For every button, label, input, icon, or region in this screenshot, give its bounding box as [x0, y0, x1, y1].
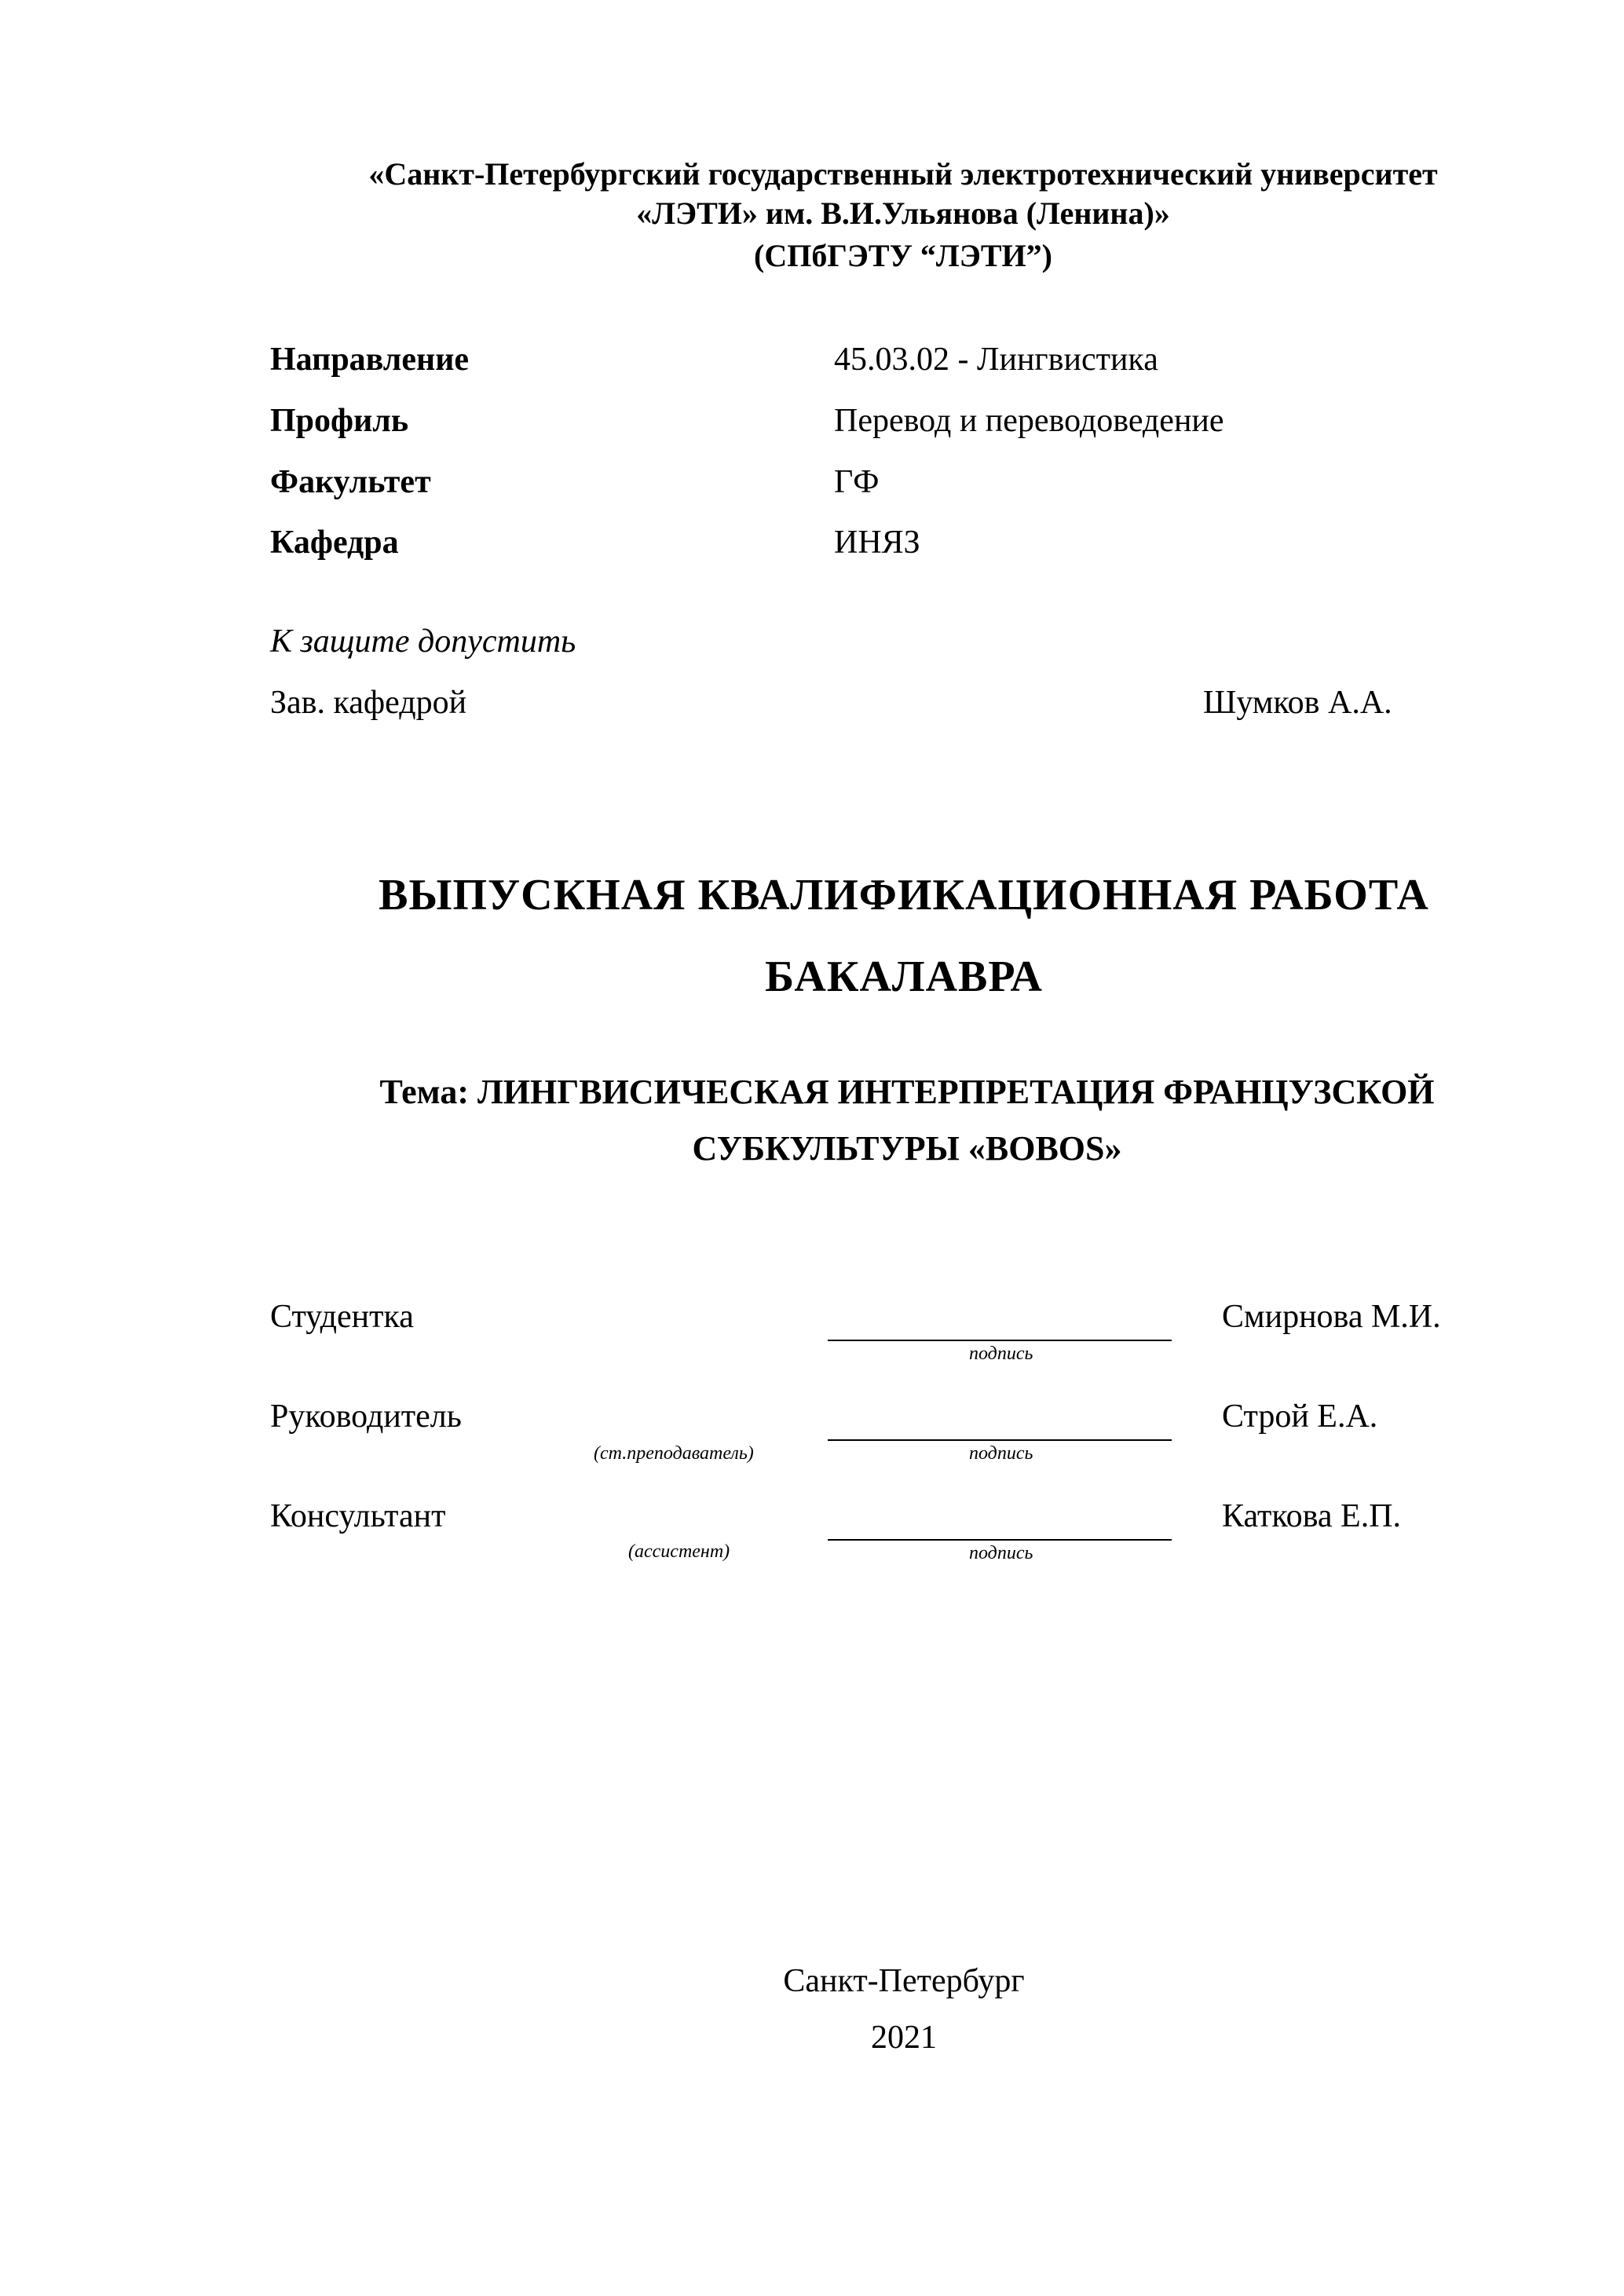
- info-value-profile: Перевод и переводоведение: [834, 403, 1224, 439]
- university-name-line-2: «ЛЭТИ» им. В.И.Ульянова (Ленина)»: [636, 196, 1170, 231]
- signature-caption-consultant: подпись: [969, 1543, 1033, 1563]
- thesis-title-line-1: ВЫПУСКНАЯ КВАЛИФИКАЦИОННАЯ РАБОТА: [379, 871, 1429, 919]
- approval-name: Шумков А.А.: [1203, 685, 1392, 721]
- thesis-topic-line-1: Тема: ЛИНГВИСИЧЕСКАЯ ИНТЕРПРЕТАЦИЯ ФРАНЦУЗСКОЙ: [379, 1073, 1435, 1111]
- footer-year: 2021: [871, 2020, 937, 2056]
- signature-line-consultant: [828, 1539, 1172, 1541]
- university-name-line-1: «Санкт-Петербургский государственный электротехнический университет: [368, 156, 1438, 192]
- signature-caption-supervisor: подпись: [969, 1443, 1033, 1464]
- signature-role-consultant: Консультант: [270, 1498, 446, 1534]
- signature-role-supervisor: Руководитель: [270, 1398, 462, 1435]
- signature-position-supervisor: (ст.преподаватель): [594, 1443, 754, 1464]
- signature-caption-student: подпись: [969, 1344, 1033, 1364]
- info-label-profile: Профиль: [270, 403, 409, 439]
- signature-role-student: Студентка: [270, 1299, 414, 1335]
- signature-position-consultant: (ассистент): [628, 1541, 730, 1562]
- thesis-topic-line-2: СУБКУЛЬТУРЫ «BOBOS»: [692, 1129, 1122, 1168]
- info-label-direction: Направление: [270, 342, 470, 378]
- info-value-faculty: ГФ: [834, 464, 880, 500]
- thesis-title-line-2: БАКАЛАВРА: [765, 952, 1043, 1001]
- signature-name-consultant: Каткова Е.П.: [1222, 1498, 1402, 1534]
- info-label-department: Кафедра: [270, 525, 399, 561]
- info-label-faculty: Факультет: [270, 464, 431, 500]
- signature-name-student: Смирнова М.И.: [1222, 1299, 1441, 1335]
- signature-name-supervisor: Строй Е.А.: [1222, 1398, 1378, 1435]
- approval-note: К защите допустить: [270, 623, 576, 660]
- info-value-direction: 45.03.02 - Лингвистика: [834, 342, 1158, 378]
- signature-line-student: [828, 1340, 1172, 1341]
- university-abbreviation: (СПбГЭТУ “ЛЭТИ”): [754, 238, 1052, 273]
- approval-role: Зав. кафедрой: [270, 685, 467, 721]
- footer-city: Санкт-Петербург: [783, 1963, 1025, 1999]
- signature-line-supervisor: [828, 1439, 1172, 1441]
- info-value-department: ИНЯЗ: [834, 525, 920, 561]
